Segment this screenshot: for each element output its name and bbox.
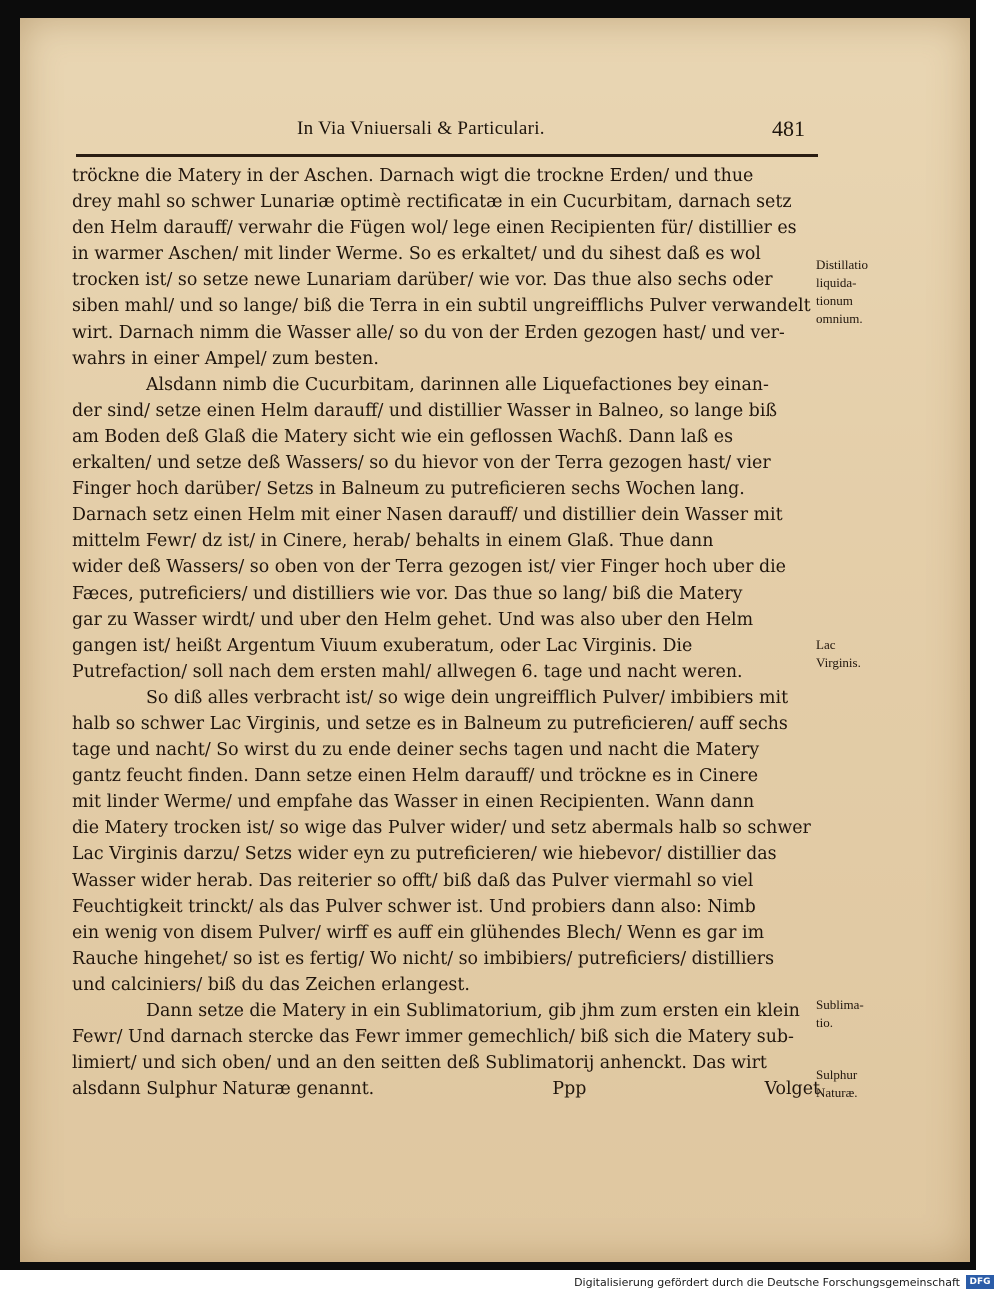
margin-note-line: Lac xyxy=(816,637,836,652)
footer-credit: Digitalisierung gefördert durch die Deutsche Forschungsgemeinschaft xyxy=(574,1276,960,1289)
margin-note-line: Sublima- xyxy=(816,997,864,1012)
text-line: gangen ist/ heißt Argentum Viuum exuberatum, oder Lac Virginis. Die xyxy=(72,635,693,656)
margin-note-sulphur-naturae xyxy=(816,1066,858,1102)
text-line: wahrs in einer Ampel/ zum besten. xyxy=(72,348,379,369)
catchword: Volget xyxy=(764,1079,820,1100)
text-line: gar zu Wasser wirdt/ und uber den Helm gehet. Und was also uber den Helm xyxy=(72,609,754,630)
margin-note-sublimatio xyxy=(816,996,864,1032)
text-line: der sind/ setze einen Helm darauff/ und distillier Wasser in Balneo, so lange biß xyxy=(72,400,777,421)
margin-note-distillatio xyxy=(816,256,868,328)
last-text-line xyxy=(72,1076,820,1102)
margin-note-line: liquida- xyxy=(816,275,857,290)
text-line: am Boden deß Glaß die Matery sicht wie ein geflossen Wachß. Dann laß es xyxy=(72,426,733,447)
text-line: drey mahl so schwer Lunariæ optimè rectificatæ in ein Cucurbitam, darnach setz xyxy=(72,192,792,213)
text-line: Feuchtigkeit trinckt/ als das Pulver schwer ist. Und probiers dann also: Nimb xyxy=(72,896,756,917)
text-line: und calciniers/ biß du das Zeichen erlangest. xyxy=(72,974,470,995)
book-page xyxy=(20,18,970,1262)
text-line: wider deß Wassers/ so oben von der Terra gezogen ist/ vier Finger hoch uber die xyxy=(72,557,786,578)
text-line: Wasser wider herab. Das reiterier so offt/ biß daß das Pulver viermahl so viel xyxy=(72,870,754,891)
text-line: Alsdann nimb die Cucurbitam, darinnen alle Liquefactiones bey einan- xyxy=(146,374,769,395)
margin-note-line: omnium. xyxy=(816,311,863,326)
text-line: mittelm Fewr/ dz ist/ in Cinere, herab/ behalts in einem Glaß. Thue dann xyxy=(72,531,714,552)
head-rule xyxy=(76,154,818,157)
margin-note-line: tionum xyxy=(816,293,853,308)
footer-bar xyxy=(0,1270,1000,1296)
margin-note-lac-virginis xyxy=(816,636,861,672)
text-line: Finger hoch darüber/ Setzs in Balneum zu putreficieren sechs Wochen lang. xyxy=(72,479,745,500)
text-line: tage und nacht/ So wirst du zu ende deiner sechs tagen und nacht die Matery xyxy=(72,740,760,761)
text-line: Putrefaction/ soll nach dem ersten mahl/ allwegen 6. tage und nacht weren. xyxy=(72,661,743,682)
text-line: trocken ist/ so setze newe Lunariam darüber/ wie vor. Das thue also sechs oder xyxy=(72,270,773,291)
text-line: mit linder Werme/ und empfahe das Wasser in einen Recipienten. Wann dann xyxy=(72,792,755,813)
margin-note-line: Naturæ. xyxy=(816,1085,858,1100)
margin-note-line: Distillatio xyxy=(816,257,868,272)
text-line: So diß alles verbracht ist/ so wige dein ungreifflich Pulver/ imbibiers mit xyxy=(146,687,789,708)
text-line: gantz feucht finden. Dann setze einen Helm darauff/ und tröckne es in Cinere xyxy=(72,766,759,787)
text-line: Fewr/ Und darnach stercke das Fewr immer gemechlich/ biß sich die Matery sub- xyxy=(72,1027,794,1048)
text-line: Dann setze die Matery in ein Sublimatorium, gib jhm zum ersten ein klein xyxy=(146,1001,800,1021)
text-line: Fæces, putreficiers/ und distilliers wie vor. Das thue so lang/ biß die Matery xyxy=(72,583,743,604)
last-line-text: alsdann Sulphur Naturæ genannt. xyxy=(72,1079,375,1100)
text-line: tröckne die Matery in der Aschen. Darnach wigt die trockne Erden/ und thue xyxy=(72,166,754,186)
margin-note-line: Sulphur xyxy=(816,1067,858,1082)
body-text xyxy=(72,163,820,1102)
margin-note-line: Virginis. xyxy=(816,655,861,670)
text-line: siben mahl/ und so lange/ biß die Terra in ein subtil ungreifflichs Pulver verwandelt xyxy=(72,296,811,317)
text-line: in warmer Aschen/ mit linder Werme. So es erkaltet/ und du sihest daß es wol xyxy=(72,244,761,265)
text-line: limiert/ und sich oben/ und an den seitten deß Sublimatorij anhenckt. Das wirt xyxy=(72,1053,767,1074)
running-head-title: In Via Vniuersali & Particulari. xyxy=(297,118,545,139)
signature-mark: Ppp xyxy=(552,1079,587,1100)
text-line: wirt. Darnach nimm die Wasser alle/ so du von der Erden gezogen hast/ und ver- xyxy=(72,322,785,343)
margin-note-line: tio. xyxy=(816,1015,833,1030)
text-line: den Helm darauff/ verwahr die Fügen wol/ lege einen Recipienten für/ distillier es xyxy=(72,218,797,239)
dfg-logo-icon: DFG xyxy=(966,1275,994,1289)
text-line: Lac Virginis darzu/ Setzs wider eyn zu putreficieren/ wie hiebevor/ distillier das xyxy=(72,844,777,865)
text-line: ein wenig von disem Pulver/ wirff es auff ein glühendes Blech/ Wenn es gar im xyxy=(72,922,765,943)
text-line: die Matery trocken ist/ so wige das Pulver wider/ und setz abermals halb so schwer xyxy=(72,818,811,839)
text-line: halb so schwer Lac Virginis, und setze es in Balneum zu putreficieren/ auff sechs xyxy=(72,713,788,734)
text-line: Rauche hingehet/ so ist es fertig/ Wo nicht/ so imbibiers/ putreficiers/ distilliers xyxy=(72,948,775,969)
running-head xyxy=(20,118,970,158)
text-line: erkalten/ und setze deß Wassers/ so du hievor von der Terra gezogen hast/ vier xyxy=(72,453,771,474)
page-number: 481 xyxy=(772,116,805,141)
text-line: Darnach setz einen Helm mit einer Nasen darauff/ und distillier dein Wasser mit xyxy=(72,505,783,526)
